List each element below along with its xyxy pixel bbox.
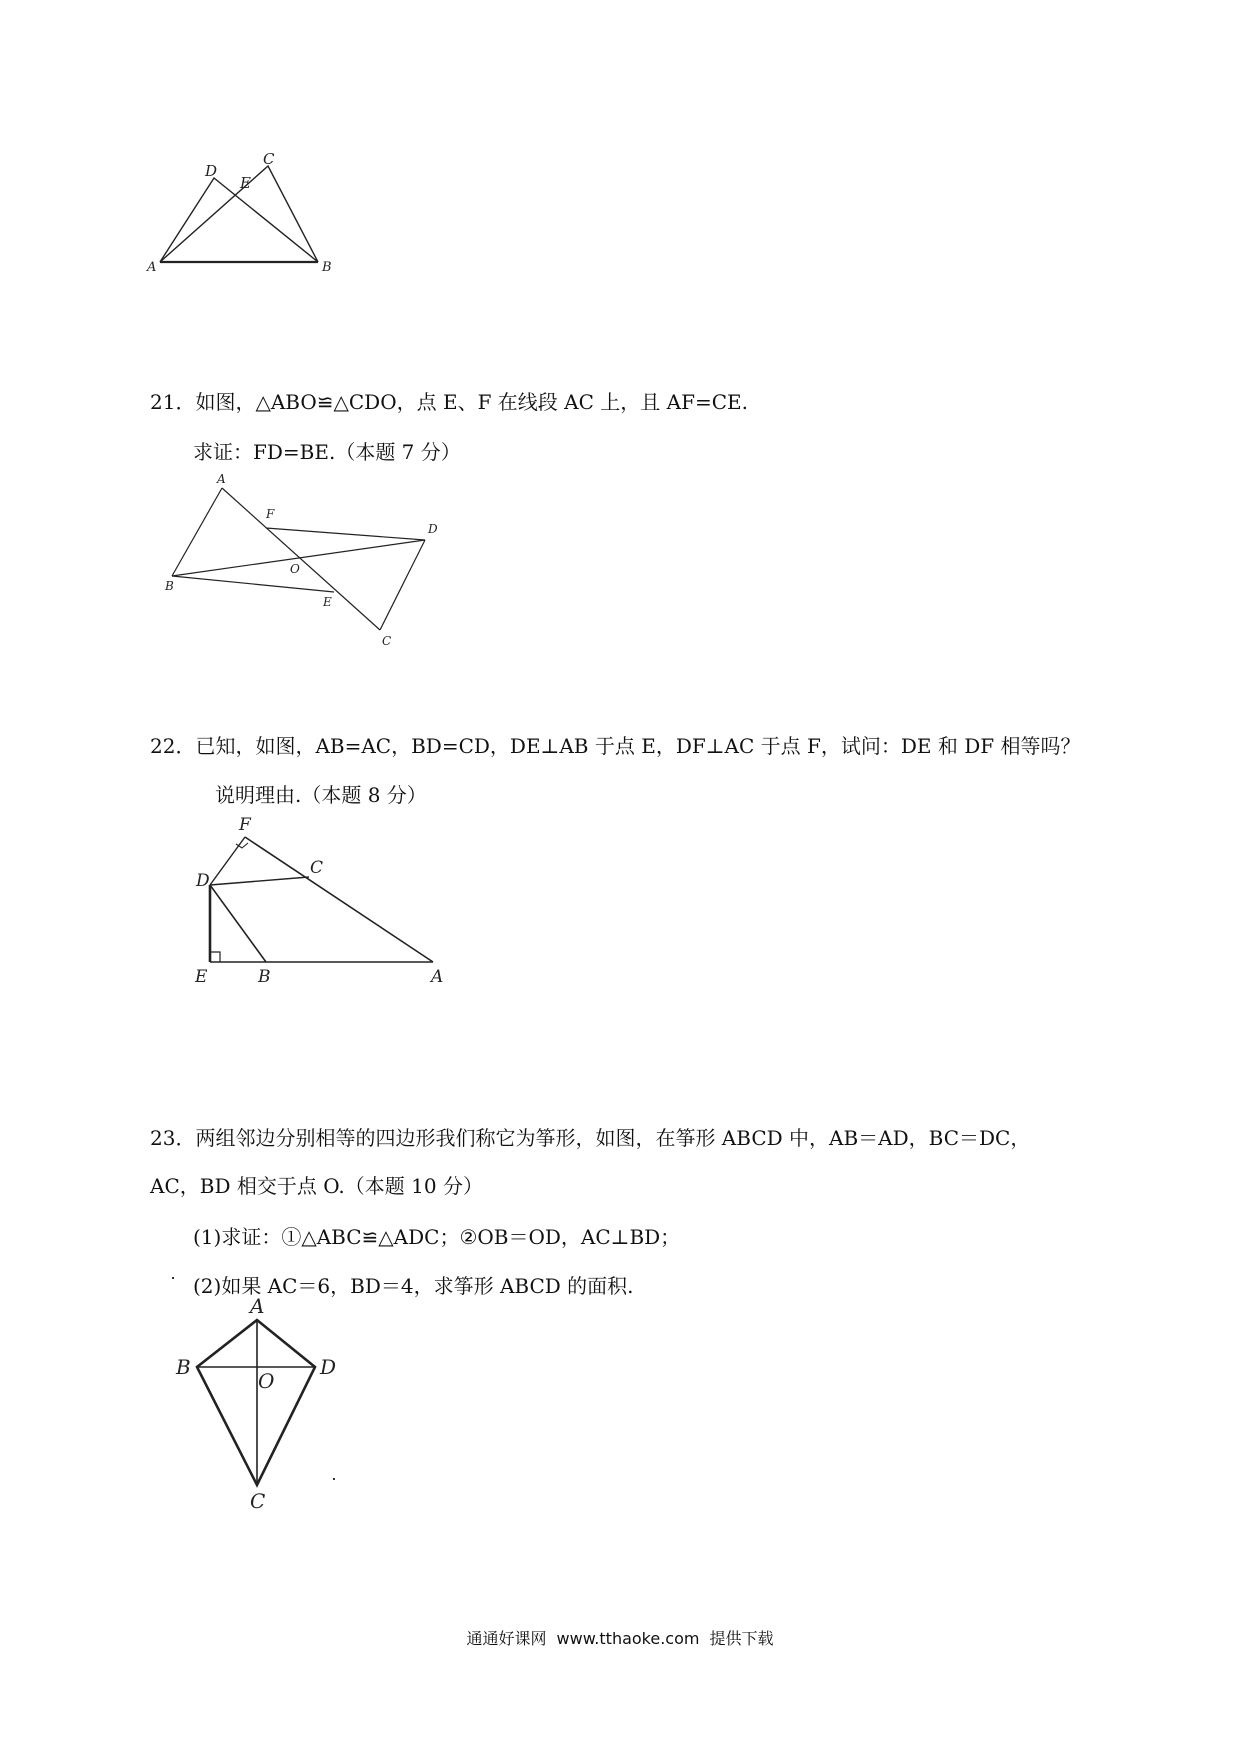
figure-q22	[190, 810, 450, 990]
label-b: B	[258, 967, 271, 987]
footer-suffix: 提供下载	[709, 1629, 774, 1648]
question-23-part-1: (1)求证：①△ABC≌△ADC；②OB＝OD，AC⊥BD；	[193, 1225, 681, 1249]
label-d: D	[196, 871, 210, 891]
label-a: A	[217, 472, 226, 486]
label-c: C	[250, 1489, 266, 1513]
label-a: A	[250, 1294, 265, 1318]
label-o: O	[290, 562, 300, 576]
label-b: B	[176, 1355, 191, 1379]
footer-url: www.tthaoke.com	[556, 1629, 700, 1648]
question-23-part-2: (2)如果 AC＝6，BD＝4，求筝形 ABCD 的面积.	[193, 1274, 634, 1298]
label-f: F	[266, 507, 275, 521]
label-e: E	[195, 967, 208, 987]
question-21-prompt: 求证：FD=BE.（本题 7 分）	[193, 440, 461, 464]
question-23-text: 23．两组邻边分别相等的四边形我们称它为筝形，如图，在筝形 ABCD 中，AB＝AD，BC＝DC，	[150, 1126, 1031, 1150]
figure-triangles-abcde	[140, 150, 370, 280]
label-c: C	[310, 858, 324, 878]
label-c: C	[263, 150, 275, 168]
label-a: A	[431, 967, 444, 987]
label-a: A	[147, 260, 157, 275]
stray-mark	[172, 1277, 174, 1279]
label-b: B	[322, 260, 332, 275]
page-footer	[0, 1626, 1240, 1649]
question-22-prompt: 说明理由.（本题 8 分）	[215, 783, 427, 807]
question-23-text-cont: AC，BD 相交于点 O.（本题 10 分）	[150, 1174, 483, 1198]
label-e: E	[323, 595, 332, 609]
label-f: F	[239, 815, 251, 835]
figure-q23-kite	[170, 1290, 350, 1515]
question-22-text: 22．已知，如图，AB=AC，BD=CD，DE⊥AB 于点 E，DF⊥AC 于点 F，试问：DE 和 DF 相等吗？	[150, 734, 1081, 758]
label-d: D	[320, 1355, 337, 1379]
stray-mark	[333, 1478, 335, 1480]
label-o: O	[258, 1369, 275, 1393]
label-b: B	[165, 579, 174, 593]
label-e: E	[240, 174, 251, 192]
footer-site-name: 通通好课网	[466, 1629, 547, 1648]
label-d: D	[205, 162, 218, 180]
label-d: D	[428, 522, 438, 536]
figure-q21	[160, 470, 450, 650]
question-21-text: 21．如图，△ABO≌△CDO，点 E、F 在线段 AC 上，且 AF=CE.	[150, 390, 748, 414]
label-c: C	[382, 634, 392, 648]
